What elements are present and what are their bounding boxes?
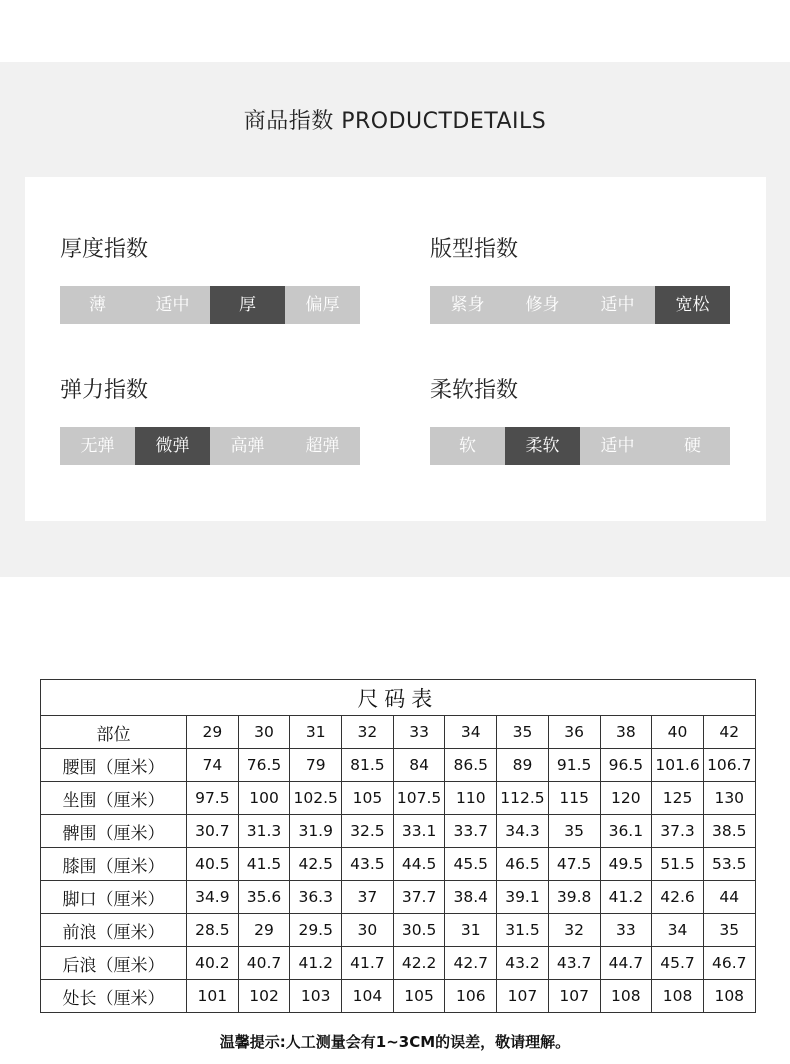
table-cell: 102.5	[290, 782, 342, 815]
table-cell: 44.7	[600, 947, 652, 980]
table-cell: 108	[652, 980, 704, 1013]
table-cell: 100	[238, 782, 290, 815]
table-cell: 89	[497, 749, 549, 782]
table-row	[41, 914, 756, 947]
header-label: 部位	[41, 716, 187, 749]
table-cell: 51.5	[652, 848, 704, 881]
scale-option: 适中	[155, 295, 190, 315]
size-header-cell: 30	[238, 716, 290, 749]
table-cell: 34.3	[497, 815, 549, 848]
table-row	[41, 749, 756, 782]
table-cell: 43.5	[342, 848, 394, 881]
table-cell: 108	[600, 980, 652, 1013]
scale-option: 适中	[600, 295, 635, 315]
table-cell: 41.5	[238, 848, 290, 881]
table-cell: 33.7	[445, 815, 497, 848]
table-cell: 35	[703, 914, 755, 947]
size-header-cell: 34	[445, 716, 497, 749]
scale-option: 高弹	[230, 436, 265, 456]
scale-option: 微弹	[135, 427, 210, 465]
size-chart-table	[40, 679, 756, 1013]
table-cell: 105	[393, 980, 445, 1013]
table-cell: 40.7	[238, 947, 290, 980]
table-cell: 38.5	[703, 815, 755, 848]
size-header-cell: 31	[290, 716, 342, 749]
table-cell: 41.2	[600, 881, 652, 914]
scale-option: 厚	[210, 286, 285, 324]
size-chart-caption: 尺码表	[41, 680, 756, 716]
table-cell: 101	[187, 980, 239, 1013]
size-header-cell: 40	[652, 716, 704, 749]
size-header-cell: 36	[548, 716, 600, 749]
table-cell: 47.5	[548, 848, 600, 881]
metric-title: 版型指数	[430, 237, 519, 262]
table-cell: 84	[393, 749, 445, 782]
table-cell: 33.1	[393, 815, 445, 848]
scale-option: 硬	[684, 436, 701, 456]
scale-option: 修身	[525, 295, 560, 315]
table-cell: 36.1	[600, 815, 652, 848]
table-row	[41, 815, 756, 848]
table-cell: 31	[445, 914, 497, 947]
index-card	[25, 177, 766, 521]
table-cell: 106.7	[703, 749, 755, 782]
table-cell: 31.3	[238, 815, 290, 848]
measurement-note: 温馨提示:人工测量会有1~3CM的误差，敬请理解。	[219, 1033, 571, 1051]
metric-elasticity	[60, 376, 360, 456]
table-cell: 31.5	[497, 914, 549, 947]
table-cell: 96.5	[600, 749, 652, 782]
metric-scale	[430, 286, 730, 324]
table-cell: 30	[342, 914, 394, 947]
size-header-cell: 29	[187, 716, 239, 749]
table-cell: 46.7	[703, 947, 755, 980]
table-cell: 40.2	[187, 947, 239, 980]
table-cell: 36.3	[290, 881, 342, 914]
table-cell: 112.5	[497, 782, 549, 815]
metric-scale	[430, 427, 730, 465]
table-cell: 107	[497, 980, 549, 1013]
size-header-cell: 33	[393, 716, 445, 749]
table-cell: 44	[703, 881, 755, 914]
table-cell: 49.5	[600, 848, 652, 881]
scale-option: 柔软	[505, 427, 580, 465]
row-label: 髀围（厘米）	[41, 815, 187, 848]
scale-option: 无弹	[80, 436, 115, 456]
table-cell: 35	[548, 815, 600, 848]
table-cell: 37.3	[652, 815, 704, 848]
table-cell: 81.5	[342, 749, 394, 782]
size-header-cell: 32	[342, 716, 394, 749]
size-table-body	[41, 749, 756, 1013]
table-cell: 43.7	[548, 947, 600, 980]
table-cell: 42.2	[393, 947, 445, 980]
table-cell: 130	[703, 782, 755, 815]
metric-thickness	[60, 235, 360, 315]
table-cell: 33	[600, 914, 652, 947]
table-cell: 35.6	[238, 881, 290, 914]
table-cell: 32.5	[342, 815, 394, 848]
table-cell: 107	[548, 980, 600, 1013]
table-cell: 74	[187, 749, 239, 782]
scale-option: 偏厚	[305, 295, 340, 315]
table-cell: 39.1	[497, 881, 549, 914]
table-cell: 45.5	[445, 848, 497, 881]
table-cell: 101.6	[652, 749, 704, 782]
table-cell: 41.2	[290, 947, 342, 980]
table-cell: 30.5	[393, 914, 445, 947]
table-cell: 102	[238, 980, 290, 1013]
table-cell: 91.5	[548, 749, 600, 782]
table-cell: 45.7	[652, 947, 704, 980]
table-cell: 46.5	[497, 848, 549, 881]
table-cell: 41.7	[342, 947, 394, 980]
table-cell: 53.5	[703, 848, 755, 881]
table-cell: 42.7	[445, 947, 497, 980]
metric-title: 弹力指数	[60, 378, 149, 403]
metric-title: 厚度指数	[60, 237, 149, 262]
scale-option: 适中	[600, 436, 635, 456]
table-cell: 44.5	[393, 848, 445, 881]
table-cell: 43.2	[497, 947, 549, 980]
table-cell: 42.5	[290, 848, 342, 881]
table-row	[41, 848, 756, 881]
table-cell: 38.4	[445, 881, 497, 914]
panel-title: 商品指数 PRODUCTDETAILS	[243, 109, 547, 134]
size-header-cell: 35	[497, 716, 549, 749]
table-row	[41, 782, 756, 815]
table-cell: 34.9	[187, 881, 239, 914]
table-cell: 37	[342, 881, 394, 914]
table-cell: 105	[342, 782, 394, 815]
row-label: 膝围（厘米）	[41, 848, 187, 881]
table-row	[41, 881, 756, 914]
metric-scale	[60, 286, 360, 324]
table-cell: 106	[445, 980, 497, 1013]
row-label: 坐围（厘米）	[41, 782, 187, 815]
table-cell: 39.8	[548, 881, 600, 914]
table-cell: 34	[652, 914, 704, 947]
metric-softness	[430, 376, 730, 456]
table-row	[41, 980, 756, 1013]
scale-option: 薄	[89, 295, 106, 315]
table-cell: 29	[238, 914, 290, 947]
table-row	[41, 947, 756, 980]
table-cell: 29.5	[290, 914, 342, 947]
scale-option: 紧身	[450, 295, 485, 315]
scale-option: 宽松	[655, 286, 730, 324]
table-cell: 104	[342, 980, 394, 1013]
table-cell: 79	[290, 749, 342, 782]
table-cell: 37.7	[393, 881, 445, 914]
table-cell: 40.5	[187, 848, 239, 881]
table-cell: 125	[652, 782, 704, 815]
table-cell: 115	[548, 782, 600, 815]
table-cell: 97.5	[187, 782, 239, 815]
metric-scale	[60, 427, 360, 465]
table-cell: 76.5	[238, 749, 290, 782]
row-label: 后浪（厘米）	[41, 947, 187, 980]
table-cell: 32	[548, 914, 600, 947]
table-cell: 107.5	[393, 782, 445, 815]
scale-option: 软	[459, 436, 476, 456]
table-cell: 28.5	[187, 914, 239, 947]
size-header-row	[41, 716, 756, 749]
size-header-cell: 38	[600, 716, 652, 749]
metric-title: 柔软指数	[430, 378, 519, 403]
row-label: 前浪（厘米）	[41, 914, 187, 947]
table-cell: 31.9	[290, 815, 342, 848]
table-cell: 108	[703, 980, 755, 1013]
table-cell: 30.7	[187, 815, 239, 848]
size-header-cell: 42	[703, 716, 755, 749]
table-cell: 42.6	[652, 881, 704, 914]
row-label: 脚口（厘米）	[41, 881, 187, 914]
metric-fit	[430, 235, 730, 315]
scale-option: 超弹	[305, 436, 340, 456]
table-cell: 86.5	[445, 749, 497, 782]
table-cell: 120	[600, 782, 652, 815]
table-cell: 110	[445, 782, 497, 815]
row-label: 腰围（厘米）	[41, 749, 187, 782]
row-label: 处长（厘米）	[41, 980, 187, 1013]
table-cell: 103	[290, 980, 342, 1013]
